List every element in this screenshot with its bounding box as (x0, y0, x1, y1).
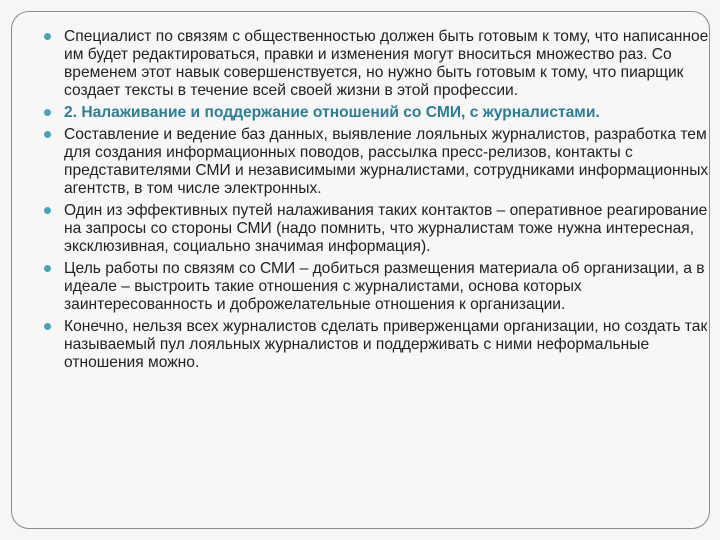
bullet-list (42, 28, 712, 376)
bullet-dot-icon (44, 131, 51, 138)
list-item-text: Конечно, нельзя всех журналистов сделать приверженцами организации, но создать так называемый пул лояльных журналистов и поддерживать с ними неформальные отношения можно. (64, 318, 708, 371)
section-heading-text: 2. Налаживание и поддержание отношений со СМИ, с журналистами. (64, 104, 600, 121)
list-item (42, 202, 712, 256)
list-item (42, 126, 712, 198)
bullet-dot-icon (44, 109, 51, 116)
list-item-text: Цель работы по связям со СМИ – добиться размещения материала об организации, а в идеале – выстроить такие отношения с журналистами, основа которых заинтересованность и доброжелательные отношения к организации. (64, 260, 705, 313)
list-item-text: Составление и ведение баз данных, выявление лояльных журналистов, разработка тем для создания информационных поводов, рассылка пресс-релизов, контакты с представителями СМИ и независимыми журналистами, сотрудниками информационных агентств, в том числе электронных. (64, 126, 709, 197)
list-item-heading (42, 104, 712, 122)
list-item-text: Специалист по связям с общественностью должен быть готовым к тому, что написанное им будет редактироваться, правки и изменения могут вноситься множество раз. Со временем этот навык совершенствуется, но нужно быть готовым к тому, что пиарщик создает тексты в течение всей своей жизни в этой профессии. (64, 28, 709, 99)
list-item (42, 28, 712, 100)
bullet-dot-icon (44, 207, 51, 214)
list-item (42, 260, 712, 314)
content-frame (11, 11, 710, 529)
list-item-text: Один из эффективных путей налаживания таких контактов – оперативное реагирование на запросы со стороны СМИ (надо помнить, что журналистам тоже нужна интересная, эксклюзивная, социально значимая информация). (64, 202, 708, 255)
bullet-dot-icon (44, 323, 51, 330)
bullet-dot-icon (44, 33, 51, 40)
list-item (42, 318, 712, 372)
bullet-dot-icon (44, 265, 51, 272)
